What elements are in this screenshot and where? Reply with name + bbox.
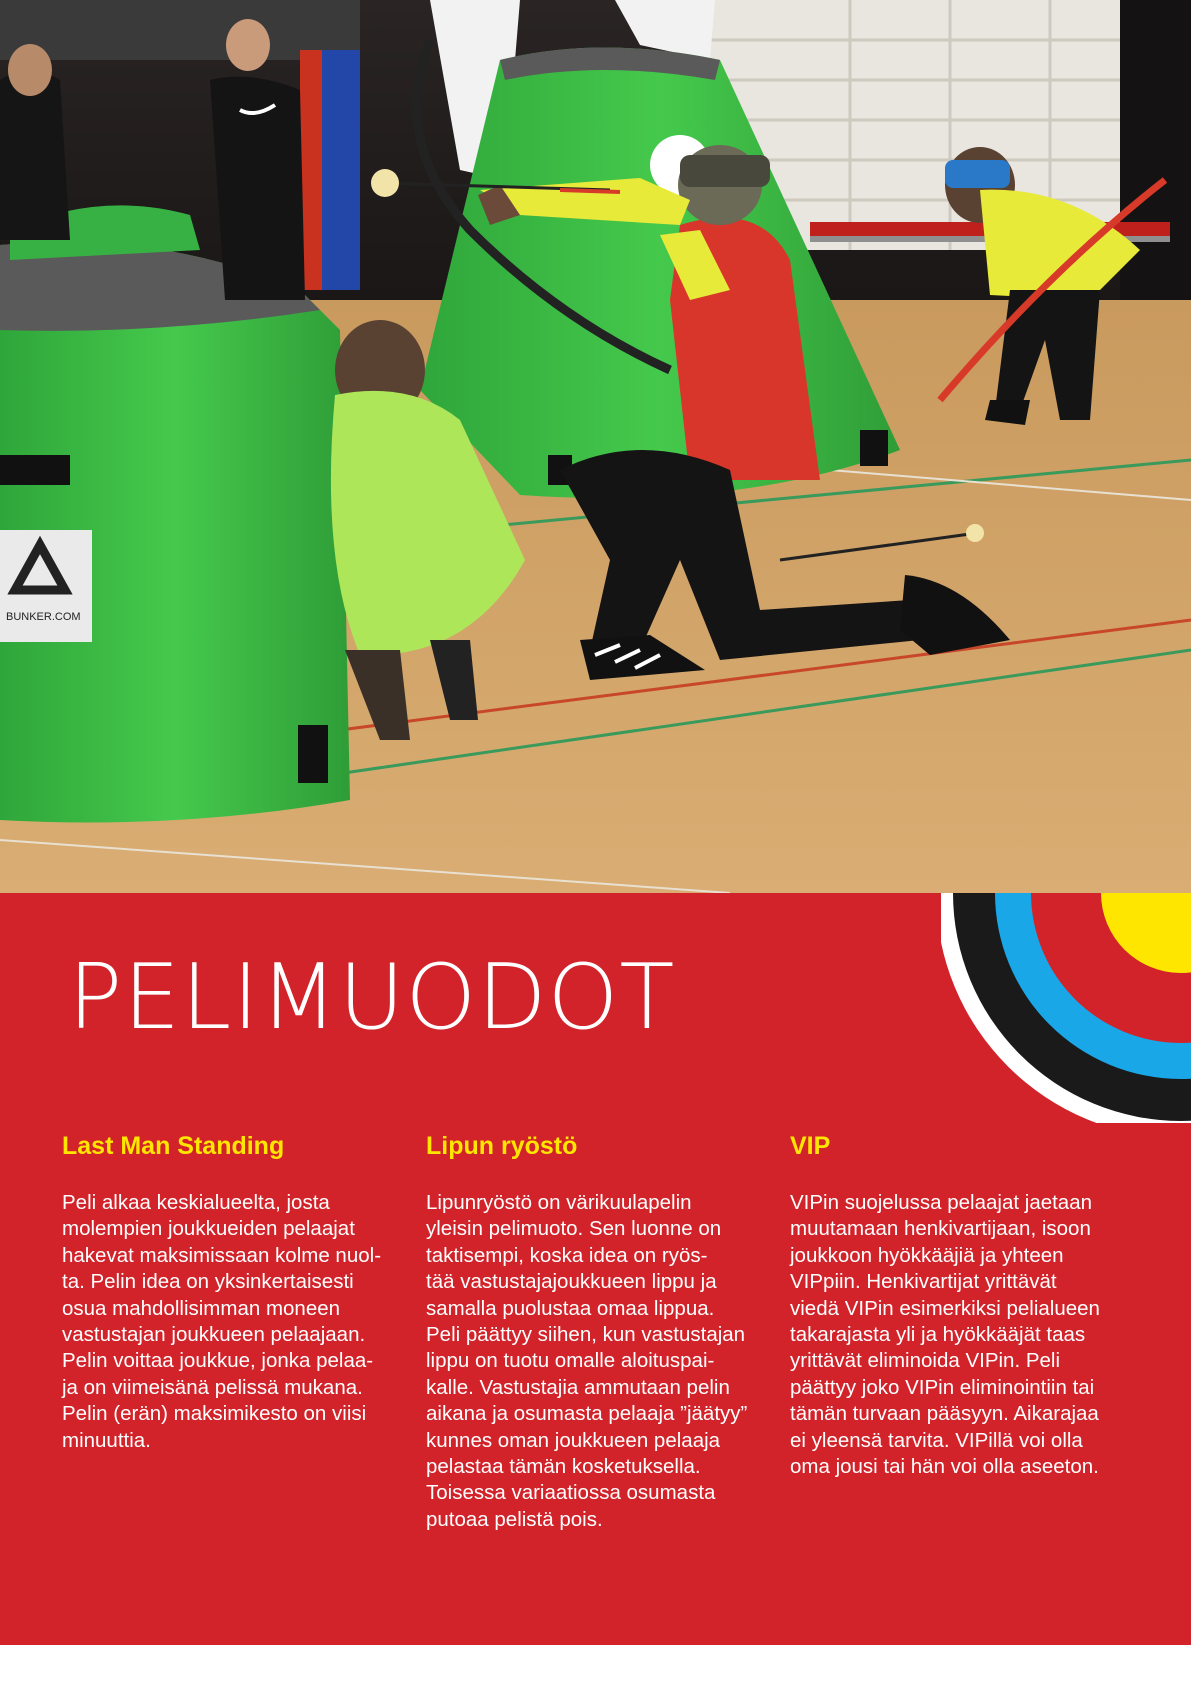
section-body: Lipunryöstö on värikuulapelin yleisin pelimuoto. Sen luonne on taktisempi, koska idea on ryös- tää vastustajajoukkueen lippu ja samalla puolustaa omaa lippua. Peli päättyy siihen, kun vastustajan lippu on tuotu omalle aloituspai- kalle. Vastustajia ammutaan pelin aikana ja osumasta pelaaja ”jäätyy” kunnes oman joukkueen pelaaja pelastaa tämän kosketuksella. Toisessa variaatiossa osumasta putoaa pelistä pois. [426,1191,748,1531]
section-body: Peli alkaa keskialueelta, josta molempien joukkueiden pelaajat hakevat maksimissaan kolme nuol- ta. Pelin idea on yksinkertaisesti osua mahdollisimman moneen vastustajan joukkueen pelaajaan. Pelin voittaa joukkue, jonka pelaa- ja on viimeisänä pelissä mukana. Pelin (erän) maksimikesto on viisi minuuttia. [62,1191,382,1452]
section-lipun-ryosto [426,1131,771,1533]
section-heading: Last Man Standing [62,1132,285,1160]
bunker-brand: BUNKER.COM [6,611,81,623]
section-body: VIPin suojelussa pelaajat jaetaan muutamaan henkivartijaan, isoon joukkoon hyökkääjiä ja yhteen VIPpiin. Henkivartijat yrittävät viedä VIPin esimerkiksi pelialueen takarajasta yli ja hyökkääjät taas yrittävät eliminoida VIPin. Peli päättyy joko VIPin eliminointiin tai tämän turvaan pääsyyn. Aikarajaa ei yleensä tarvita. VIPillä voi olla oma jousi tai hän voi olla aseeton. [790,1191,1100,1479]
page-title: PELIMUODOT [68,945,676,1050]
game-modes-panel [0,893,1191,1645]
section-heading: Lipun ryöstö [426,1132,578,1160]
section-last-man-standing [62,1131,407,1454]
archery-target-icon [941,893,1191,1123]
section-heading: VIP [790,1132,831,1160]
section-vip [790,1131,1135,1480]
